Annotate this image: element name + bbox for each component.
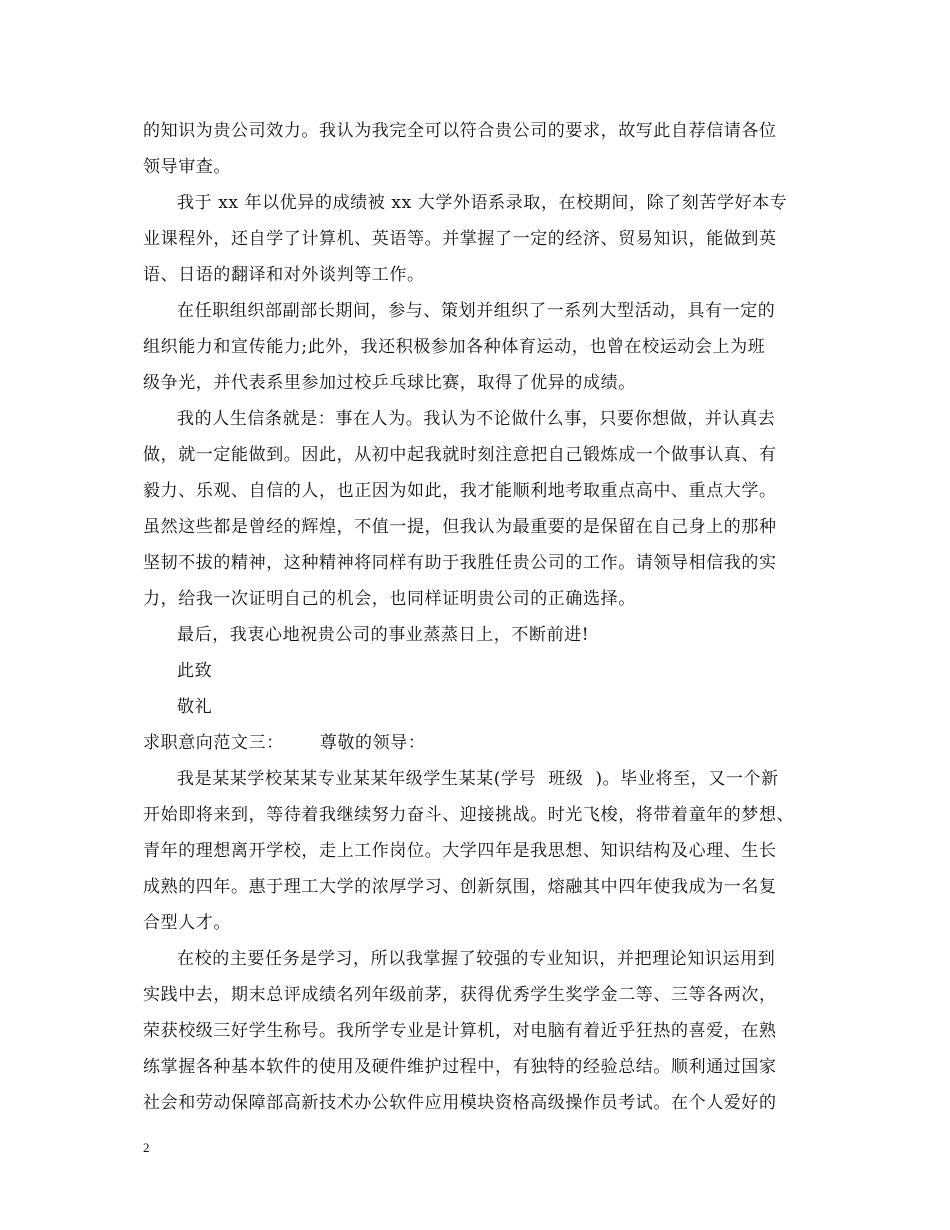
text-line: 荣获校级三好学生称号。我所学专业是计算机，对电脑有着近乎狂热的喜爱，在熟 [143, 1021, 777, 1041]
closing-line: 此致 [177, 661, 213, 681]
text-line: 实践中去，期末总评成绩名列年级前茅，获得优秀学生奖学金二等、三等各两次， [143, 985, 777, 1005]
text-line: 级争光，并代表系里参加过校乒乓球比赛，取得了优异的成绩。 [143, 373, 636, 393]
paragraph-line: 我于 xx 年以优异的成绩被 xx 大学外语系录取，在校期间，除了刻苦学好本专 [177, 193, 788, 213]
paragraph-line: 最后，我衷心地祝贵公司的事业蒸蒸日上，不断前进! [177, 625, 590, 645]
text-line: 业课程外，还自学了计算机、英语等。并掌握了一定的经济、贸易知识，能做到英 [143, 229, 777, 249]
text-line: 虽然这些都是曾经的辉煌，不值一提，但我认为最重要的是保留在自己身上的那种 [143, 517, 777, 537]
text-line: 成熟的四年。惠于理工大学的浓厚学习、创新氛围，熔融其中四年使我成为一名复 [143, 877, 777, 897]
paragraph-line: 我的人生信条就是：事在人为。我认为不论做什么事，只要你想做，并认真去 [177, 409, 776, 429]
text-line: 语、日语的翻译和对外谈判等工作。 [143, 265, 425, 285]
text-line: 开始即将来到，等待着我继续努力奋斗、迎接挑战。时光飞梭，将带着童年的梦想、 [143, 805, 795, 825]
text-line: 青年的理想离开学校，走上工作岗位。大学四年是我思想、知识结构及心理、生长 [143, 841, 777, 861]
text-line: 练掌握各种基本软件的使用及硬件维护过程中，有独特的经验总结。顺利通过国家 [143, 1057, 777, 1077]
text-line: 坚韧不拔的精神，这种精神将同样有助于我胜任贵公司的工作。请领导相信我的实 [143, 553, 777, 573]
text-line: 组织能力和宣传能力;此外，我还积极参加各种体育运动，也曾在校运动会上为班 [143, 337, 766, 357]
salutation-line: 敬礼 [177, 697, 213, 717]
text-line: 社会和劳动保障部高新技术办公软件应用模块资格高级操作员考试。在个人爱好的 [143, 1093, 777, 1113]
text-line: 的知识为贵公司效力。我认为我完全可以符合贵公司的要求，故写此自荐信请各位 [143, 121, 777, 141]
paragraph-line: 在校的主要任务是学习，所以我掌握了较强的专业知识，并把理论知识运用到 [177, 949, 776, 969]
text-line: 毅力、乐观、自信的人，也正因为如此，我才能顺利地考取重点高中、重点大学。 [143, 481, 777, 501]
text-line: 合型人才。 [143, 913, 231, 933]
text-line: 领导审查。 [143, 157, 231, 177]
paragraph-line: 在任职组织部副部长期间，参与、策划并组织了一系列大型活动，具有一定的 [177, 301, 776, 321]
text-line: 做，就一定能做到。因此，从初中起我就时刻注意把自己锻炼成一个做事认真、有 [143, 445, 777, 465]
text-line: 力，给我一次证明自己的机会，也同样证明贵公司的正确选择。 [143, 589, 636, 609]
page-number: 2 [143, 1140, 150, 1155]
paragraph-line: 我是某某学校某某专业某某年级学生某某(学号 班级 )。毕业将至，又一个新 [177, 769, 779, 789]
section-heading: 求职意向范文三： 尊敬的领导： [143, 733, 426, 753]
